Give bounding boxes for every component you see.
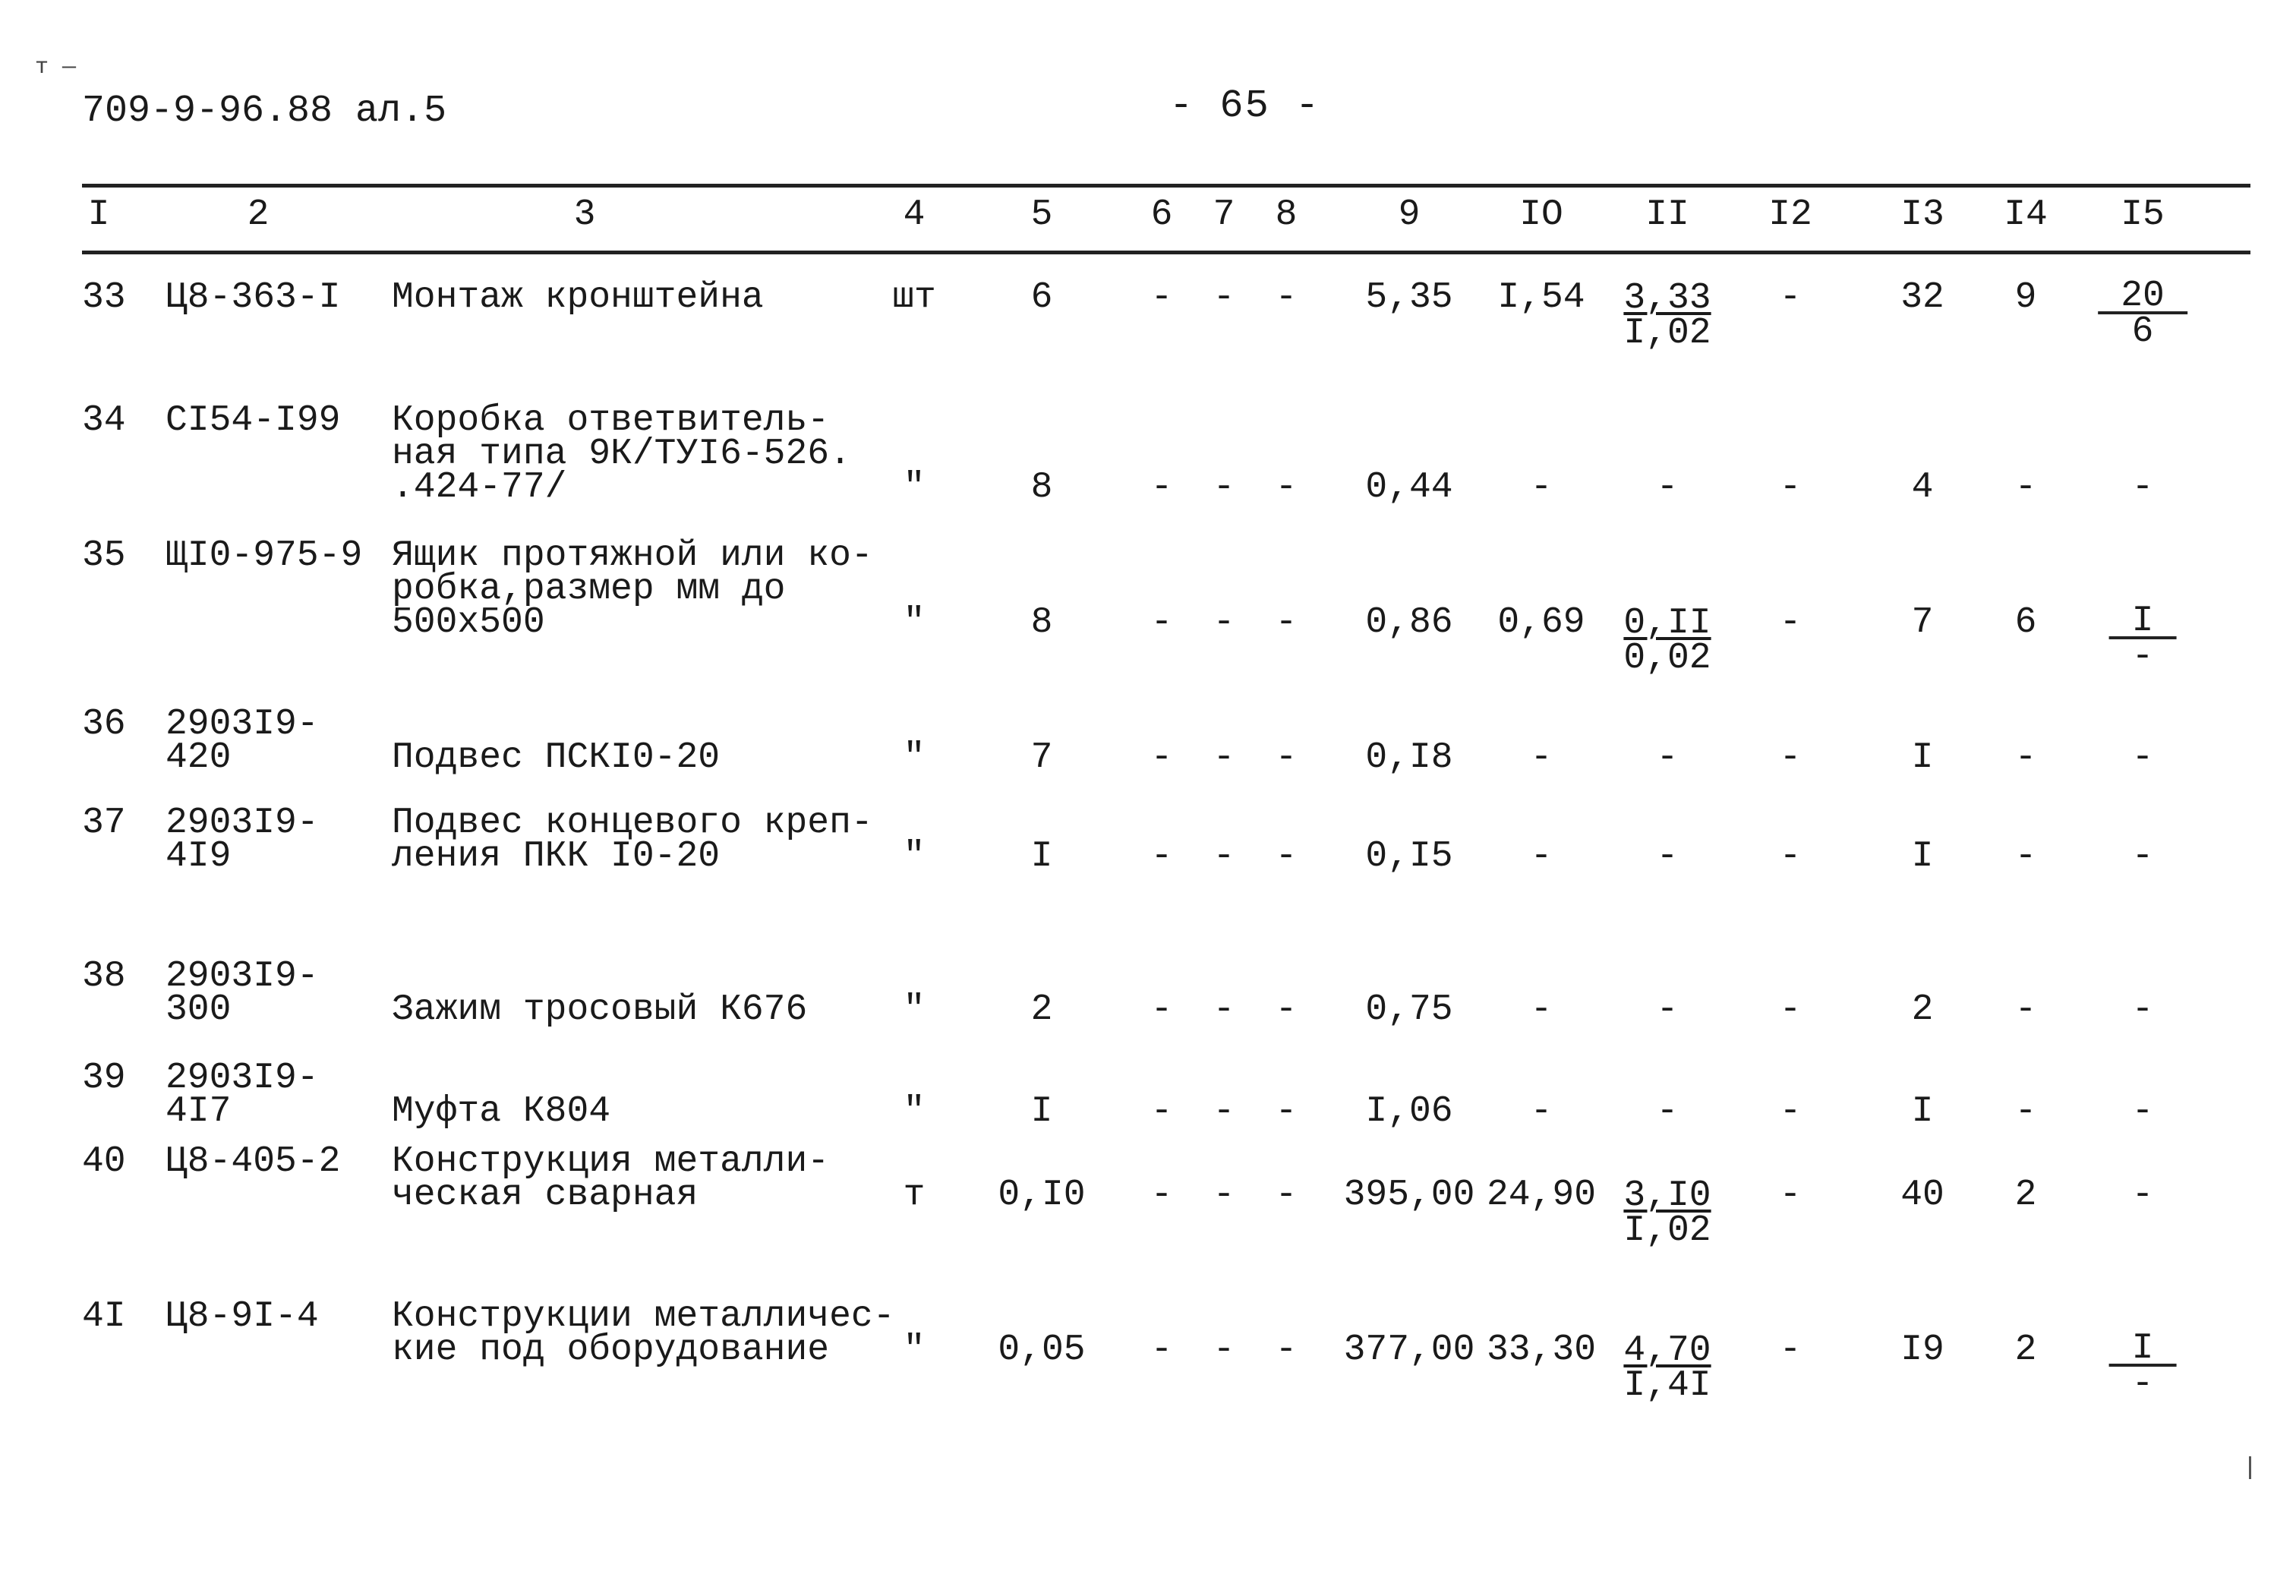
unit: " <box>903 989 926 1030</box>
column-header-8: 8 <box>1275 194 1298 235</box>
row-number: 36 <box>82 704 126 745</box>
col15: - <box>2131 1175 2154 1216</box>
row-number: 4I <box>82 1296 126 1337</box>
column-header-4: 4 <box>903 194 926 235</box>
quantity: 0,I0 <box>998 1175 1086 1216</box>
col11 <box>1623 1175 1711 1251</box>
row-number: 35 <box>82 535 126 576</box>
col6: - <box>1150 989 1173 1030</box>
item-code: СI54-I99 <box>166 400 341 441</box>
col11-denominator: 0,02 <box>1623 638 1711 679</box>
col12: - <box>1779 467 1802 508</box>
col12: - <box>1779 1329 1802 1370</box>
col6: - <box>1150 467 1173 508</box>
column-header-1: I <box>87 194 110 235</box>
col15-denominator: - <box>2131 1364 2154 1405</box>
col12: - <box>1779 836 1802 877</box>
unit: " <box>903 737 926 778</box>
column-header-9: 9 <box>1398 194 1421 235</box>
column-header-3: 3 <box>573 194 596 235</box>
unit: шт <box>892 277 936 318</box>
col15 <box>2109 1328 2177 1405</box>
col15: - <box>2131 1091 2154 1132</box>
col12: - <box>1779 602 1802 643</box>
col13: I <box>1911 1091 1934 1132</box>
col8: - <box>1275 989 1298 1030</box>
row-number: 38 <box>82 956 126 997</box>
col6: - <box>1150 1091 1173 1132</box>
unit: " <box>903 602 926 643</box>
col10: - <box>1530 1091 1553 1132</box>
col9: 0,86 <box>1365 602 1453 643</box>
col15-denominator: - <box>2131 636 2154 677</box>
item-name: Ящик протяжной или ко- робка,размер мм до 500х500 <box>392 535 873 643</box>
column-header-2: 2 <box>247 194 270 235</box>
col14: 6 <box>2014 602 2037 643</box>
col10: - <box>1530 737 1553 778</box>
col6: - <box>1150 602 1173 643</box>
column-header-5: 5 <box>1030 194 1053 235</box>
column-header-12: I2 <box>1768 194 1812 235</box>
item-code: 2903I9- 420 <box>166 704 319 778</box>
table-top-rule <box>82 184 2250 188</box>
unit: т <box>903 1175 926 1216</box>
col14: 9 <box>2014 277 2037 318</box>
col11: - <box>1656 836 1679 877</box>
col8: - <box>1275 467 1298 508</box>
col14: - <box>2014 737 2037 778</box>
item-name: Монтаж кронштейна <box>392 277 764 318</box>
col14: - <box>2014 989 2037 1030</box>
column-header-13: I3 <box>1900 194 1944 235</box>
col7: - <box>1213 1091 1235 1132</box>
col14: - <box>2014 836 2037 877</box>
col15-denominator: 6 <box>2131 311 2154 352</box>
col8: - <box>1275 836 1298 877</box>
col7: - <box>1213 737 1235 778</box>
item-name: Коробка ответвитель- ная типа 9К/ТУI6-526. .424-77/ <box>392 400 851 508</box>
col14: 2 <box>2014 1329 2037 1370</box>
col8: - <box>1275 1175 1298 1216</box>
col7: - <box>1213 277 1235 318</box>
row-number: 40 <box>82 1141 126 1182</box>
item-name: Конструкция металли- ческая сварная <box>392 1141 830 1216</box>
col9: 0,75 <box>1365 989 1453 1030</box>
item-code: Ц8-9I-4 <box>166 1296 319 1337</box>
col7: - <box>1213 467 1235 508</box>
column-header-14: I4 <box>2004 194 2048 235</box>
col12: - <box>1779 1091 1802 1132</box>
col6: - <box>1150 836 1173 877</box>
col8: - <box>1275 277 1298 318</box>
col9: I,06 <box>1365 1091 1453 1132</box>
item-name: Зажим тросовый К676 <box>392 989 808 1030</box>
column-header-7: 7 <box>1213 194 1235 235</box>
col15: - <box>2131 836 2154 877</box>
col15-numerator: I <box>2109 606 2177 639</box>
col15 <box>2109 601 2177 677</box>
col10: 24,90 <box>1486 1175 1597 1216</box>
col6: - <box>1150 737 1173 778</box>
item-name: Муфта К804 <box>392 1091 611 1132</box>
col12: - <box>1779 737 1802 778</box>
col11 <box>1623 1330 1711 1406</box>
row-number: 39 <box>82 1058 126 1099</box>
unit: " <box>903 1091 926 1132</box>
quantity: 8 <box>1030 467 1053 508</box>
col9: 377,00 <box>1343 1329 1475 1370</box>
col15: - <box>2131 737 2154 778</box>
col8: - <box>1275 737 1298 778</box>
col7: - <box>1213 1175 1235 1216</box>
column-header-11: II <box>1645 194 1689 235</box>
col11 <box>1623 278 1711 354</box>
col8: - <box>1275 1329 1298 1370</box>
unit: " <box>903 467 926 508</box>
col7: - <box>1213 836 1235 877</box>
item-name: Подвес ПСКI0-20 <box>392 737 721 778</box>
col10: - <box>1530 467 1553 508</box>
page-number: - 65 - <box>1169 84 1321 128</box>
col7: - <box>1213 602 1235 643</box>
col6: - <box>1150 1329 1173 1370</box>
table-header-rule <box>82 251 2250 254</box>
col11-numerator: 3,33 <box>1623 278 1711 319</box>
row-number: 33 <box>82 277 126 318</box>
col12: - <box>1779 277 1802 318</box>
col13: I <box>1911 836 1934 877</box>
column-header-10: IO <box>1519 194 1563 235</box>
item-code: ЩI0-975-9 <box>166 535 363 576</box>
col11-numerator: 3,I0 <box>1623 1175 1711 1216</box>
col15: - <box>2131 467 2154 508</box>
item-code: Ц8-405-2 <box>166 1141 341 1182</box>
col13: 4 <box>1911 467 1934 508</box>
col8: - <box>1275 1091 1298 1132</box>
col11 <box>1623 603 1711 679</box>
col11: - <box>1656 737 1679 778</box>
quantity: 2 <box>1030 989 1053 1030</box>
item-name: Подвес концевого креп- ления ПКК I0-20 <box>392 803 873 877</box>
col11-numerator: 0,II <box>1623 603 1711 644</box>
col11-denominator: I,02 <box>1623 1210 1711 1251</box>
col11: - <box>1656 989 1679 1030</box>
item-code: Ц8-363-I <box>166 277 341 318</box>
margin-mark <box>2249 1456 2251 1479</box>
document-code: 709-9-96.88 ал.5 <box>82 90 447 133</box>
quantity: 0,05 <box>998 1329 1086 1370</box>
col7: - <box>1213 1329 1235 1370</box>
col13: 40 <box>1900 1175 1944 1216</box>
col13: I9 <box>1900 1329 1944 1370</box>
col11-denominator: I,02 <box>1623 313 1711 354</box>
item-name: Конструкции металличес- кие под оборудование <box>392 1296 895 1370</box>
col10: - <box>1530 989 1553 1030</box>
item-code: 2903I9- 4I7 <box>166 1058 319 1132</box>
col14: - <box>2014 467 2037 508</box>
col11-numerator: 4,70 <box>1623 1330 1711 1371</box>
col7: - <box>1213 989 1235 1030</box>
col9: 5,35 <box>1365 277 1453 318</box>
unit: " <box>903 1329 926 1370</box>
col8: - <box>1275 602 1298 643</box>
row-number: 37 <box>82 803 126 844</box>
col13: 7 <box>1911 602 1934 643</box>
col9: 0,I5 <box>1365 836 1453 877</box>
col12: - <box>1779 989 1802 1030</box>
col11-denominator: I,4I <box>1623 1365 1711 1406</box>
col10: 33,30 <box>1486 1329 1597 1370</box>
column-header-6: 6 <box>1150 194 1173 235</box>
col13: 32 <box>1900 277 1944 318</box>
item-code: 2903I9- 4I9 <box>166 803 319 877</box>
col6: - <box>1150 277 1173 318</box>
quantity: 7 <box>1030 737 1053 778</box>
col15-numerator: I <box>2109 1333 2177 1367</box>
col13: 2 <box>1911 989 1934 1030</box>
quantity: 6 <box>1030 277 1053 318</box>
col14: 2 <box>2014 1175 2037 1216</box>
corner-mark: т — <box>35 55 77 80</box>
col12: - <box>1779 1175 1802 1216</box>
col10: - <box>1530 836 1553 877</box>
col11: - <box>1656 467 1679 508</box>
item-code: 2903I9- 300 <box>166 956 319 1030</box>
col9: 395,00 <box>1343 1175 1475 1216</box>
col13: I <box>1911 737 1934 778</box>
col14: - <box>2014 1091 2037 1132</box>
row-number: 34 <box>82 400 126 441</box>
quantity: I <box>1030 1091 1053 1132</box>
col6: - <box>1150 1175 1173 1216</box>
col9: 0,44 <box>1365 467 1453 508</box>
column-header-15: I5 <box>2121 194 2165 235</box>
col15: - <box>2131 989 2154 1030</box>
col15 <box>2098 276 2187 352</box>
col10: 0,69 <box>1497 602 1585 643</box>
quantity: I <box>1030 836 1053 877</box>
col9: 0,I8 <box>1365 737 1453 778</box>
unit: " <box>903 836 926 877</box>
quantity: 8 <box>1030 602 1053 643</box>
col11: - <box>1656 1091 1679 1132</box>
col10: I,54 <box>1497 277 1585 318</box>
col15-numerator: 20 <box>2098 281 2187 314</box>
